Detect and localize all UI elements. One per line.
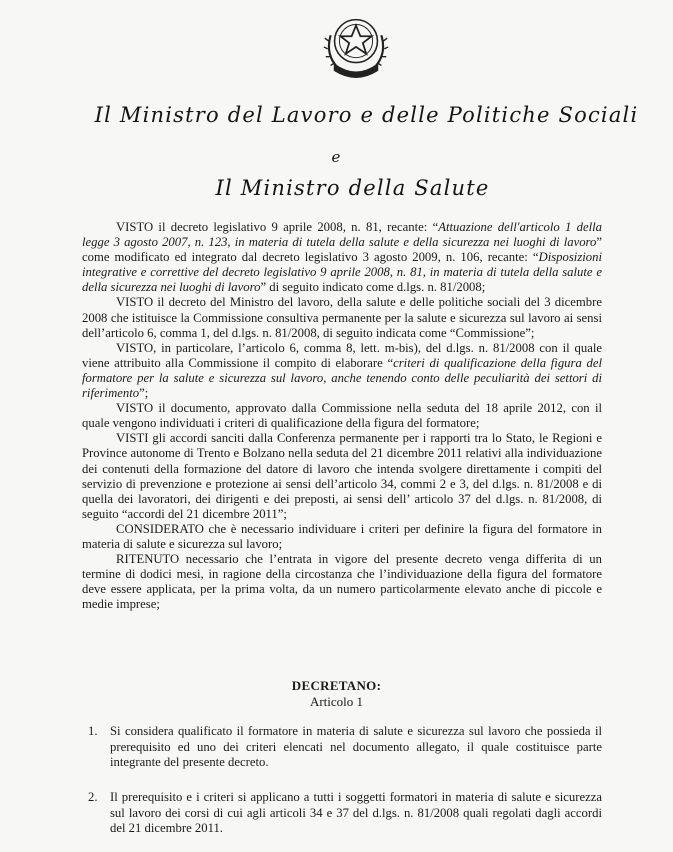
paragraph-text: ” di seguito indicato come d.lgs. n. 81/2008; bbox=[260, 280, 486, 295]
paragraph-text: RITENUTO necessario che l’entrata in vigore del presente decreto venga differita di un termine di dodici mesi, in ragione della circostanza che l’individuazione della figura del formatore deve essere applicata, per la prima volta, da un numero particolarmente elevato anche di piccole e medie imprese; bbox=[82, 552, 602, 612]
paragraph-text: ”; bbox=[139, 386, 149, 401]
ministry-of-labour-title: Il Ministro del Lavoro e delle Politiche Sociali bbox=[94, 103, 639, 127]
quoted-title: Attuazione dell'articolo 1 della legge 3 agosto 2007, n. 123, in materia di tutela della salute e della sicurezza nei luoghi di lavoro bbox=[82, 220, 602, 250]
preamble-paragraph bbox=[82, 401, 602, 431]
item-number: 2. bbox=[88, 790, 98, 804]
quoted-title: Disposizioni integrative e correttive del decreto legislativo 9 aprile 2008, n. 81, in materia di tutela della salute e della sicurezza nei luoghi di lavoro bbox=[82, 250, 602, 295]
preamble-paragraph bbox=[82, 341, 602, 401]
paragraph-text: CONSIDERATO che è necessario individuare i criteri per definire la figura del formatore in materia di salute e sicurezza sul lavoro; bbox=[82, 521, 602, 551]
paragraph-text: ” come modificato ed integrato dal decreto legislativo 3 agosto 2009, n. 106, recante: “ bbox=[82, 235, 602, 265]
article-heading: Articolo 1 bbox=[309, 694, 364, 709]
ministry-of-health-title: Il Ministro della Salute bbox=[215, 176, 490, 200]
paragraph-text: VISTI gli accordi sanciti dalla Conferenza permanente per i rapporti tra lo Stato, le Regioni e Province autonome di Trento e Bolzano nella seduta del 21 dicembre 2011 relativi alla individuazione dei contenuti della formazione del datore di lavoro che intenda svolgere direttamente i compiti del servizio di prevenzione e protezione ai sensi dell’articolo 34, commi 2 e 3, del d.lgs. n. 81/2008 e di quella dei lavoratori, dei dirigenti e dei preposti, ai sensi dell’ articolo 37 del d.lgs. n. 81/2008, di seguito “accordi del 21 dicembre 2011”; bbox=[82, 431, 602, 521]
italian-republic-emblem-icon bbox=[317, 6, 395, 84]
paragraph-text: VISTO il documento, approvato dalla Commissione nella seduta del 18 aprile 2012, con il quale vengono individuati i criteri di qualificazione della figura del formatore; bbox=[82, 401, 602, 431]
preamble-paragraph bbox=[82, 522, 602, 552]
preamble-paragraph bbox=[82, 552, 602, 612]
paragraph-text: VISTO, in particolare, l’articolo 6, comma 8, lett. m-bis), del d.lgs. n. 81/2008 con il quale viene attribuito alla Commissione il compito di elaborare “ bbox=[82, 340, 602, 370]
paragraph-text: VISTO il decreto legislativo 9 aprile 2008, n. 81, recante: “ bbox=[116, 220, 439, 234]
item-text: Si considera qualificato il formatore in materia di salute e sicurezza sul lavoro che possieda il prerequisito ed uno dei criteri elencati nel documento allegato, il quale costituisce parte integrante del presente decreto. bbox=[110, 724, 602, 770]
article-item bbox=[82, 790, 602, 837]
preamble-paragraph bbox=[82, 295, 602, 340]
preamble bbox=[82, 220, 602, 612]
article-item bbox=[82, 724, 602, 771]
item-number: 1. bbox=[88, 724, 98, 738]
decree-heading: DECRETANO: bbox=[291, 678, 382, 693]
item-text: Il prerequisito e i criteri si applicano a tutti i soggetti formatori in materia di salute e sicurezza sul lavoro dei corsi di cui agli articoli 34 e 37 del d.lgs. n. 81/2008 quali regolati dagli accordi del 21 dicembre 2011. bbox=[110, 790, 602, 836]
conjunction: e bbox=[331, 148, 342, 166]
quoted-title: criteri di qualificazione della figura del formatore per la salute e sicurezza sul lavoro, anche tenendo conto delle peculiarità dei settori di riferimento bbox=[82, 355, 602, 401]
preamble-paragraph bbox=[82, 220, 602, 295]
paragraph-text: VISTO il decreto del Ministro del lavoro, della salute e delle politiche sociali del 3 dicembre 2008 che istituisce la Commissione consultiva permanente per la salute e sicurezza sul lavoro ai sensi dell’articolo 6, comma 1, del d.lgs. n. 81/2008, di seguito indicata come “Commissione”; bbox=[82, 295, 602, 340]
preamble-paragraph bbox=[82, 431, 602, 522]
